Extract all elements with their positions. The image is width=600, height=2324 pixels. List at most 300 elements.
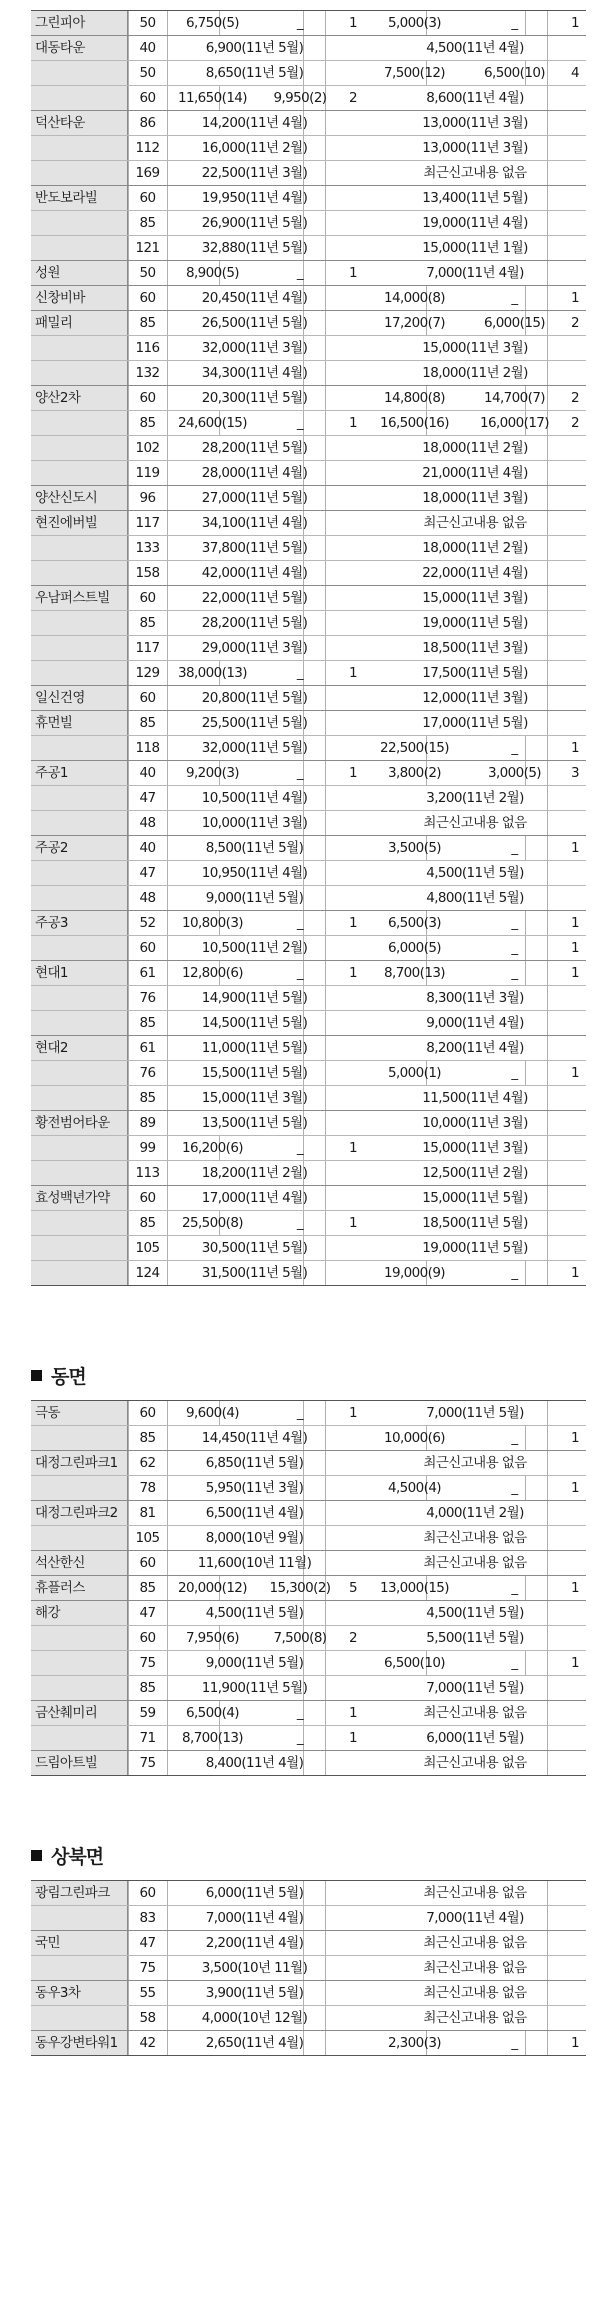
complex-name: 극동 (31, 1401, 128, 1425)
price-cell-def: 최근신고내용 없음 (423, 815, 527, 831)
table-row (31, 310, 586, 335)
table-row (31, 1625, 586, 1650)
unit-size: 47 (128, 786, 168, 810)
complex-name (31, 86, 128, 110)
price-cell-ab: 34,300(11년 4월) (201, 365, 308, 381)
column-divider (128, 961, 129, 985)
price-cell-d: 6,500(10) (384, 1655, 445, 1671)
table-row (31, 885, 586, 910)
table-row (31, 360, 586, 385)
price-cell-f: 1 (571, 840, 579, 856)
table-row (31, 1700, 586, 1725)
price-cell-def: 15,000(11년 3월) (422, 1140, 528, 1156)
price-cell-ab: 8,500(11년 5월) (205, 840, 304, 856)
price-cell-ab: 42,000(11년 4월) (201, 565, 308, 581)
price-cell-c: 2 (349, 1630, 357, 1646)
price-cell-d: 22,500(15) (380, 740, 449, 756)
price-cell-def: 18,000(11년 2월) (422, 540, 528, 556)
price-cell-a: 8,700(13) (182, 1730, 243, 1746)
table-row (31, 1955, 586, 1980)
price-cell-c: 1 (349, 415, 357, 431)
price-cell-e: 16,000(17) (480, 415, 549, 431)
complex-name (31, 236, 128, 260)
complex-name: 광림그린파크 (31, 1881, 128, 1905)
column-divider (128, 436, 129, 460)
price-cell-def: 5,500(11년 5월) (426, 1630, 524, 1646)
complex-name: 대정그린파크2 (31, 1501, 128, 1525)
column-divider (128, 811, 129, 835)
price-cell-def: 11,500(11년 4월) (422, 1090, 528, 1106)
price-cell-ab: 15,500(11년 5월) (201, 1065, 308, 1081)
price-cell-ab: 20,300(11년 5월) (201, 390, 308, 406)
column-divider (128, 661, 129, 685)
unit-size: 85 (128, 1086, 168, 1110)
unit-size: 60 (128, 86, 168, 110)
table-row (31, 1210, 586, 1235)
column-divider (128, 1111, 129, 1135)
unit-size: 105 (128, 1526, 168, 1550)
column-divider (128, 761, 129, 785)
unit-size: 118 (128, 736, 168, 760)
unit-size: 47 (128, 1601, 168, 1625)
price-cell-def: 18,500(11년 3월) (422, 640, 528, 656)
complex-name: 현대1 (31, 961, 128, 985)
complex-name (31, 361, 128, 385)
complex-name: 동우3차 (31, 1981, 128, 2005)
unit-size: 86 (128, 111, 168, 135)
price-cell-def: 최근신고내용 없음 (423, 515, 527, 531)
table-row (31, 560, 586, 585)
price-cell-def: 17,500(11년 5월) (422, 665, 528, 681)
price-cell-ab: 11,600(10년 11월) (197, 1555, 312, 1571)
price-cell-a: 16,200(6) (182, 1140, 243, 1156)
price-cell-def: 17,000(11년 5월) (422, 715, 528, 731)
price-cell-ab: 3,500(10년 11월) (201, 1960, 308, 1976)
price-cell-ab: 26,900(11년 5월) (201, 215, 308, 231)
complex-name (31, 1136, 128, 1160)
complex-name: 패밀리 (31, 311, 128, 335)
price-cell-c: 1 (349, 1730, 357, 1746)
table-row (31, 85, 586, 110)
price-cell-ab: 20,450(11년 4월) (201, 290, 308, 306)
price-cell-ab: 10,000(11년 3월) (201, 815, 308, 831)
price-cell-def: 19,000(11년 4월) (422, 215, 528, 231)
price-cell-e: _ (511, 1065, 518, 1081)
price-cell-def: 18,000(11년 2월) (422, 365, 528, 381)
unit-size: 62 (128, 1451, 168, 1475)
price-cell-e: _ (511, 1265, 518, 1281)
table-row (31, 1235, 586, 1260)
unit-size: 133 (128, 536, 168, 560)
table-row (31, 835, 586, 860)
price-cell-ab: 8,650(11년 5월) (205, 65, 304, 81)
column-divider (128, 461, 129, 485)
price-table (31, 10, 586, 1286)
column-divider (128, 486, 129, 510)
price-cell-a: 7,950(6) (186, 1630, 239, 1646)
table-row (31, 1425, 586, 1450)
price-cell-f: 1 (571, 15, 579, 31)
complex-name (31, 886, 128, 910)
complex-name (31, 1676, 128, 1700)
price-cell-ab: 8,400(11년 4월) (205, 1755, 304, 1771)
table-row (31, 1550, 586, 1575)
table-row (31, 760, 586, 785)
column-divider (128, 186, 129, 210)
unit-size: 85 (128, 1011, 168, 1035)
price-cell-ab: 10,500(11년 2월) (201, 940, 308, 956)
price-cell-c: 1 (349, 15, 357, 31)
table-row (31, 1450, 586, 1475)
table-row (31, 1260, 586, 1285)
complex-name: 황전범어타운 (31, 1111, 128, 1135)
complex-name (31, 1526, 128, 1550)
price-table (31, 1400, 586, 1776)
price-cell-c: 5 (349, 1580, 357, 1596)
column-divider (128, 386, 129, 410)
price-cell-b: _ (296, 265, 304, 281)
price-cell-f: 1 (571, 915, 579, 931)
unit-size: 117 (128, 636, 168, 660)
price-cell-c: 1 (349, 1215, 357, 1231)
price-cell-ab: 5,950(11년 3월) (205, 1480, 304, 1496)
table-row (31, 1110, 586, 1135)
complex-name (31, 986, 128, 1010)
price-cell-a: 10,800(3) (182, 915, 243, 931)
price-cell-f: 1 (571, 1580, 579, 1596)
unit-size: 78 (128, 1476, 168, 1500)
price-cell-ab: 31,500(11년 5월) (201, 1265, 308, 1281)
price-cell-ab: 13,500(11년 5월) (201, 1115, 308, 1131)
unit-size: 113 (128, 1161, 168, 1185)
price-cell-e: _ (511, 15, 518, 31)
column-divider (128, 336, 129, 360)
price-cell-e: 3,000(5) (488, 765, 541, 781)
unit-size: 85 (128, 611, 168, 635)
price-cell-b: _ (296, 1215, 304, 1231)
price-cell-ab: 26,500(11년 5월) (201, 315, 308, 331)
unit-size: 76 (128, 986, 168, 1010)
price-cell-c: 2 (349, 90, 357, 106)
price-cell-ab: 4,000(10년 12월) (201, 2010, 308, 2026)
table-row (31, 510, 586, 535)
price-cell-def: 7,000(11년 4월) (426, 1910, 524, 1926)
section-heading-text: 상북면 (51, 1846, 104, 1868)
complex-name: 동우강변타워1 (31, 2031, 128, 2055)
price-cell-d: 3,800(2) (388, 765, 441, 781)
complex-name (31, 2006, 128, 2030)
unit-size: 61 (128, 961, 168, 985)
unit-size: 60 (128, 1551, 168, 1575)
unit-size: 76 (128, 1061, 168, 1085)
column-divider (128, 361, 129, 385)
column-divider (128, 611, 129, 635)
price-cell-e: _ (511, 965, 518, 981)
price-cell-a: 9,200(3) (186, 765, 239, 781)
price-cell-e: _ (511, 1580, 518, 1596)
unit-size: 60 (128, 386, 168, 410)
price-cell-ab: 32,000(11년 3월) (201, 340, 308, 356)
price-cell-ab: 10,950(11년 4월) (201, 865, 308, 881)
price-cell-ab: 11,900(11년 5월) (201, 1680, 308, 1696)
column-divider (128, 1726, 129, 1750)
price-cell-def: 13,000(11년 3월) (422, 115, 528, 131)
unit-size: 158 (128, 561, 168, 585)
column-divider (128, 736, 129, 760)
unit-size: 75 (128, 1751, 168, 1775)
price-cell-f: 4 (571, 65, 579, 81)
price-cell-def: 12,500(11년 2월) (422, 1165, 528, 1181)
price-cell-def: 13,000(11년 3월) (422, 140, 528, 156)
price-cell-e: 14,700(7) (484, 390, 545, 406)
table-row (31, 635, 586, 660)
complex-name (31, 211, 128, 235)
unit-size: 102 (128, 436, 168, 460)
table-row (31, 235, 586, 260)
square-bullet-icon (31, 1850, 42, 1861)
complex-name (31, 786, 128, 810)
unit-size: 50 (128, 11, 168, 35)
unit-size: 58 (128, 2006, 168, 2030)
unit-size: 52 (128, 911, 168, 935)
price-cell-ab: 28,200(11년 5월) (201, 440, 308, 456)
price-cell-a: 25,500(8) (182, 1215, 243, 1231)
price-cell-d: 3,500(5) (388, 840, 441, 856)
price-cell-def: 8,200(11년 4월) (426, 1040, 524, 1056)
price-cell-d: 16,500(16) (380, 415, 449, 431)
complex-name (31, 1906, 128, 1930)
column-divider (128, 1676, 129, 1700)
price-cell-def: 7,000(11년 4월) (426, 265, 524, 281)
unit-size: 75 (128, 1956, 168, 1980)
table-row (31, 785, 586, 810)
table-row (31, 1525, 586, 1550)
price-cell-a: 11,650(14) (178, 90, 247, 106)
column-divider (128, 36, 129, 60)
column-divider (128, 61, 129, 85)
price-cell-ab: 7,000(11년 4월) (205, 1910, 304, 1926)
price-cell-def: 최근신고내용 없음 (423, 1755, 527, 1771)
complex-name: 주공2 (31, 836, 128, 860)
table-row (31, 260, 586, 285)
column-divider (128, 786, 129, 810)
complex-name (31, 461, 128, 485)
column-divider (128, 836, 129, 860)
column-divider (128, 2031, 129, 2055)
table-row (31, 435, 586, 460)
column-divider (128, 1451, 129, 1475)
price-cell-b: _ (296, 765, 304, 781)
price-cell-c: 1 (349, 665, 357, 681)
table-row (31, 1185, 586, 1210)
price-cell-ab: 20,800(11년 5월) (201, 690, 308, 706)
column-divider (128, 2006, 129, 2030)
price-cell-f: 1 (571, 1430, 579, 1446)
unit-size: 60 (128, 936, 168, 960)
table-row (31, 1675, 586, 1700)
price-cell-f: 1 (571, 1480, 579, 1496)
column-divider (128, 411, 129, 435)
complex-name (31, 1476, 128, 1500)
price-cell-ab: 8,000(10년 9월) (205, 1530, 304, 1546)
price-cell-def: 15,000(11년 3월) (422, 340, 528, 356)
price-cell-e: _ (511, 1655, 518, 1671)
column-divider (128, 1601, 129, 1625)
price-cell-def: 15,000(11년 3월) (422, 590, 528, 606)
price-cell-ab: 16,000(11년 2월) (201, 140, 308, 156)
price-cell-e: _ (511, 1430, 518, 1446)
price-cell-b: 9,950(2) (273, 90, 327, 106)
complex-name (31, 861, 128, 885)
table-row (31, 1930, 586, 1955)
complex-name (31, 1161, 128, 1185)
price-cell-e: _ (511, 840, 518, 856)
price-cell-b: _ (296, 665, 304, 681)
price-cell-def: 4,800(11년 5월) (426, 890, 524, 906)
price-cell-d: 10,000(6) (384, 1430, 445, 1446)
unit-size: 112 (128, 136, 168, 160)
price-cell-f: 1 (571, 1265, 579, 1281)
unit-size: 48 (128, 886, 168, 910)
complex-name: 드림아트빌 (31, 1751, 128, 1775)
table-row (31, 1010, 586, 1035)
unit-size: 47 (128, 1931, 168, 1955)
unit-size: 85 (128, 1211, 168, 1235)
price-cell-ab: 4,500(11년 5월) (205, 1605, 304, 1621)
table-row (31, 460, 586, 485)
column-divider (128, 1476, 129, 1500)
section-heading (31, 1842, 103, 1869)
table-row (31, 1085, 586, 1110)
column-divider (128, 311, 129, 335)
column-divider (128, 636, 129, 660)
price-cell-def: 21,000(11년 4월) (422, 465, 528, 481)
complex-name (31, 436, 128, 460)
price-cell-def: 8,600(11년 4월) (426, 90, 524, 106)
column-divider (128, 161, 129, 185)
price-cell-a: 24,600(15) (178, 415, 247, 431)
unit-size: 71 (128, 1726, 168, 1750)
unit-size: 40 (128, 761, 168, 785)
price-cell-f: 1 (571, 740, 579, 756)
price-cell-def: 최근신고내용 없음 (423, 1555, 527, 1571)
unit-size: 96 (128, 486, 168, 510)
price-cell-b: _ (296, 1705, 304, 1721)
unit-size: 60 (128, 1626, 168, 1650)
complex-name: 휴플러스 (31, 1576, 128, 1600)
column-divider (128, 511, 129, 535)
price-cell-e: _ (511, 940, 518, 956)
complex-name (31, 561, 128, 585)
complex-name: 효성백년가약 (31, 1186, 128, 1210)
price-cell-def: 최근신고내용 없음 (423, 1885, 527, 1901)
unit-size: 40 (128, 836, 168, 860)
unit-size: 40 (128, 36, 168, 60)
unit-size: 85 (128, 211, 168, 235)
price-cell-f: 1 (571, 1065, 579, 1081)
unit-size: 59 (128, 1701, 168, 1725)
price-cell-b: _ (296, 1140, 304, 1156)
complex-name: 반도보라빌 (31, 186, 128, 210)
price-table (31, 1880, 586, 2056)
price-cell-f: 2 (571, 390, 579, 406)
complex-name (31, 736, 128, 760)
complex-name: 대정그린파크1 (31, 1451, 128, 1475)
price-cell-ab: 6,850(11년 5월) (205, 1455, 304, 1471)
unit-size: 85 (128, 311, 168, 335)
table-row (31, 1980, 586, 2005)
column-divider (128, 936, 129, 960)
price-cell-def: 18,000(11년 3월) (422, 490, 528, 506)
column-divider (128, 1426, 129, 1450)
complex-name: 국민 (31, 1931, 128, 1955)
price-cell-c: 1 (349, 915, 357, 931)
complex-name (31, 1011, 128, 1035)
price-cell-def: 15,000(11년 1월) (422, 240, 528, 256)
column-divider (128, 211, 129, 235)
table-row (31, 335, 586, 360)
price-cell-def: 4,000(11년 2월) (426, 1505, 524, 1521)
column-divider (128, 1136, 129, 1160)
column-divider (128, 86, 129, 110)
unit-size: 75 (128, 1651, 168, 1675)
price-cell-e: _ (511, 290, 518, 306)
column-divider (128, 1061, 129, 1085)
column-divider (128, 236, 129, 260)
price-cell-ab: 28,200(11년 5월) (201, 615, 308, 631)
column-divider (128, 1751, 129, 1775)
column-divider (128, 1576, 129, 1600)
table-row (31, 135, 586, 160)
price-cell-ab: 6,900(11년 5월) (205, 40, 304, 56)
column-divider (128, 286, 129, 310)
table-row (31, 810, 586, 835)
price-cell-e: _ (511, 915, 518, 931)
unit-size: 117 (128, 511, 168, 535)
table-row (31, 2030, 586, 2055)
price-cell-d: 8,700(13) (384, 965, 445, 981)
column-divider (128, 1551, 129, 1575)
price-cell-ab: 9,000(11년 5월) (205, 890, 304, 906)
unit-size: 129 (128, 661, 168, 685)
price-cell-def: 4,500(11년 4월) (426, 40, 524, 56)
price-cell-a: 6,500(4) (186, 1705, 239, 1721)
price-cell-f: 1 (571, 940, 579, 956)
price-cell-b: _ (296, 915, 304, 931)
complex-name: 휴먼빌 (31, 711, 128, 735)
column-divider (128, 1086, 129, 1110)
price-cell-b: _ (296, 1730, 304, 1746)
complex-name (31, 611, 128, 635)
unit-size: 169 (128, 161, 168, 185)
column-divider (128, 1161, 129, 1185)
column-divider (128, 111, 129, 135)
price-cell-c: 1 (349, 765, 357, 781)
price-cell-e: _ (511, 740, 518, 756)
price-cell-c: 1 (349, 1705, 357, 1721)
unit-size: 60 (128, 686, 168, 710)
price-cell-def: 최근신고내용 없음 (423, 1935, 527, 1951)
price-cell-e: 6,500(10) (484, 65, 545, 81)
price-cell-d: 6,500(3) (388, 915, 441, 931)
table-row (31, 1725, 586, 1750)
unit-size: 99 (128, 1136, 168, 1160)
column-divider (128, 1011, 129, 1035)
column-divider (128, 136, 129, 160)
price-cell-a: 8,900(5) (186, 265, 239, 281)
unit-size: 124 (128, 1261, 168, 1285)
table-row (31, 160, 586, 185)
